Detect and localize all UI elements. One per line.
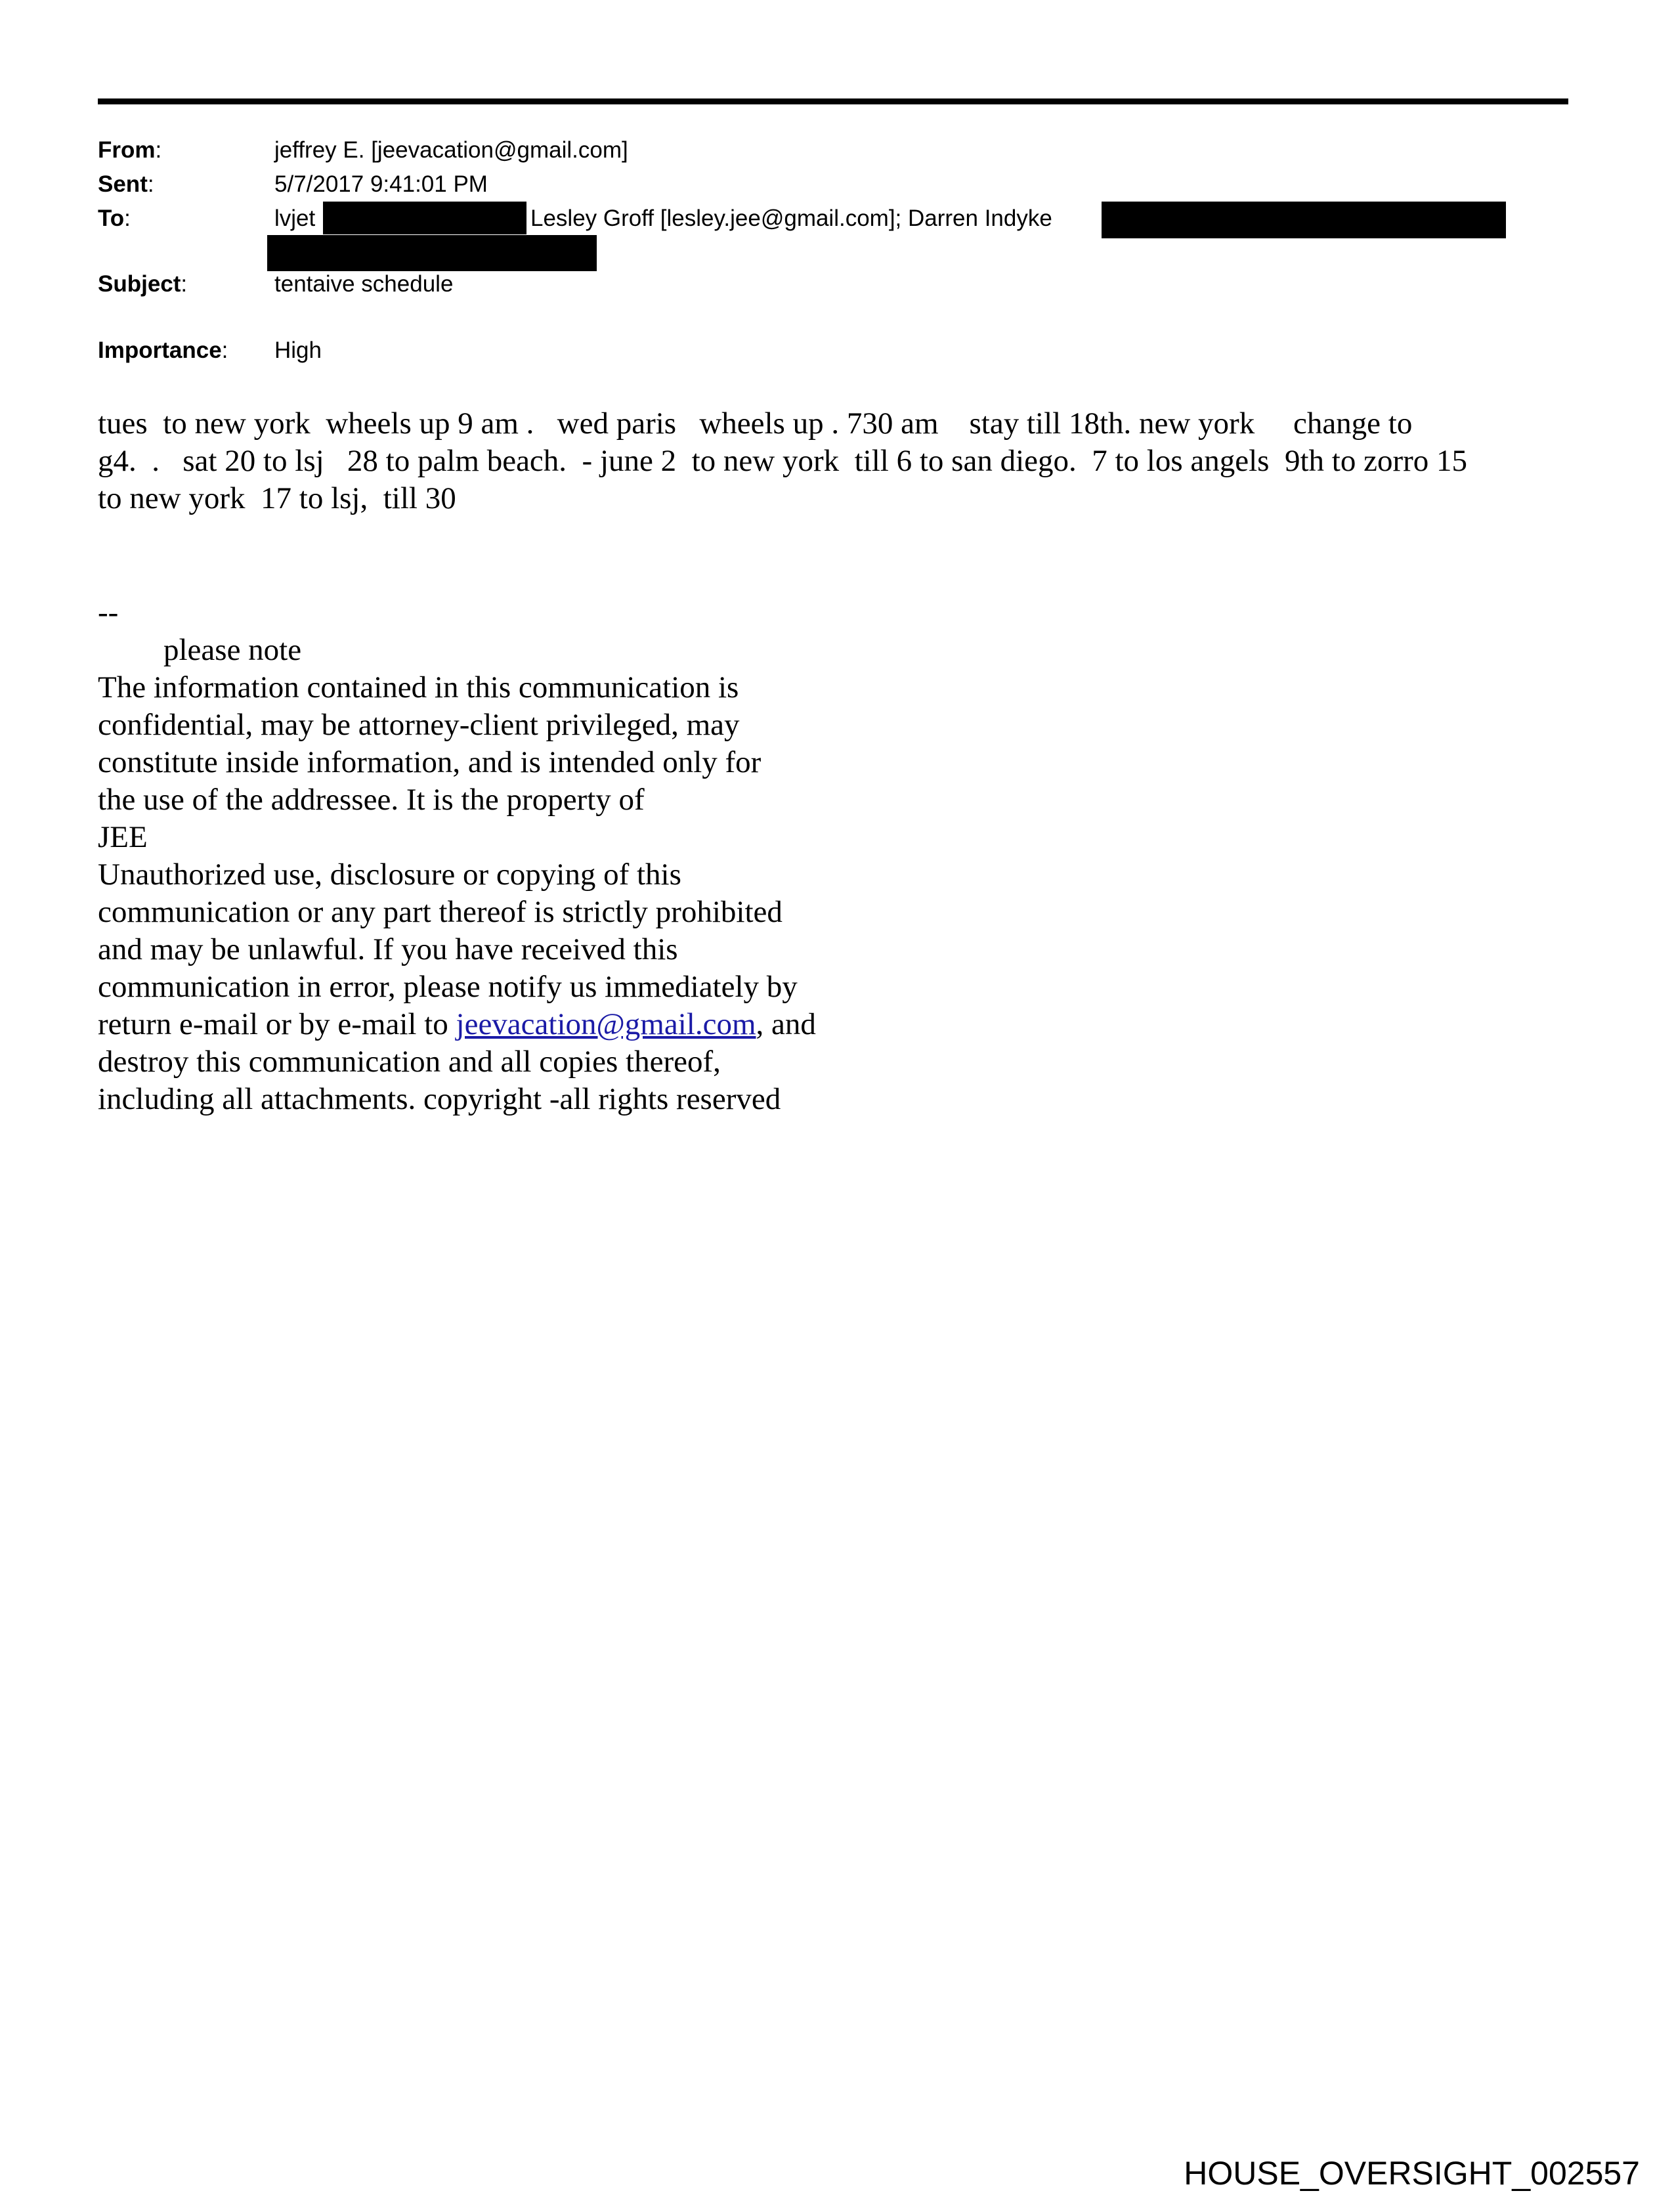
disclaimer-line: confidential, may be attorney-client privileged, may [98,708,740,742]
disclaimer-line: The information contained in this communication is [98,670,739,705]
disclaimer-line: JEE [98,820,148,854]
body-line: to new york 17 to lsj, till 30 [98,481,456,515]
disclaimer-line: Unauthorized use, disclosure or copying of this [98,857,681,892]
subject-value: tentaive schedule [274,271,454,297]
redaction-block [323,202,526,234]
importance-value: High [274,337,322,363]
disclaimer-line: the use of the addressee. It is the property of [98,783,645,817]
disclaimer-text: return e-mail or by e-mail to [98,1007,456,1041]
to-label: To: [98,206,131,231]
body-line: g4. . sat 20 to lsj 28 to palm beach. - june 2 to new york till 6 to san diego. 7 to los angels 9th to zorro 15 [98,444,1467,478]
to-recipient-1: lvjet [274,206,316,231]
redaction-block [1102,202,1506,238]
to-recipients-2: Lesley Groff [lesley.jee@gmail.com]; Darren Indyke [530,206,1052,231]
signature-dashes: -- [98,596,119,630]
from-value: jeffrey E. [jeevacation@gmail.com] [274,137,628,163]
top-divider [98,98,1568,104]
disclaimer-line: destroy this communication and all copies thereof, [98,1045,721,1079]
disclaimer-line [98,1006,816,1043]
from-label: From: [98,137,162,163]
disclaimer-line: including all attachments. copyright -all rights reserved [98,1082,781,1116]
redaction-block [267,235,597,271]
disclaimer-text: , and [756,1007,816,1041]
sent-value: 5/7/2017 9:41:01 PM [274,171,488,197]
disclaimer-line: constitute inside information, and is intended only for [98,745,762,779]
disclaimer-line: and may be unlawful. If you have received this [98,932,678,966]
disclaimer-line: communication in error, please notify us immediately by [98,970,798,1004]
subject-label: Subject: [98,271,188,297]
importance-label: Importance: [98,337,228,363]
bates-number: HOUSE_OVERSIGHT_002557 [1184,2155,1640,2192]
email-link[interactable]: jeevacation@gmail.com [456,1007,756,1041]
sent-label: Sent: [98,171,154,197]
signature-note: please note [163,633,302,667]
body-line: tues to new york wheels up 9 am . wed paris wheels up . 730 am stay till 18th. new york change to [98,406,1413,441]
disclaimer-line: communication or any part thereof is strictly prohibited [98,895,783,929]
